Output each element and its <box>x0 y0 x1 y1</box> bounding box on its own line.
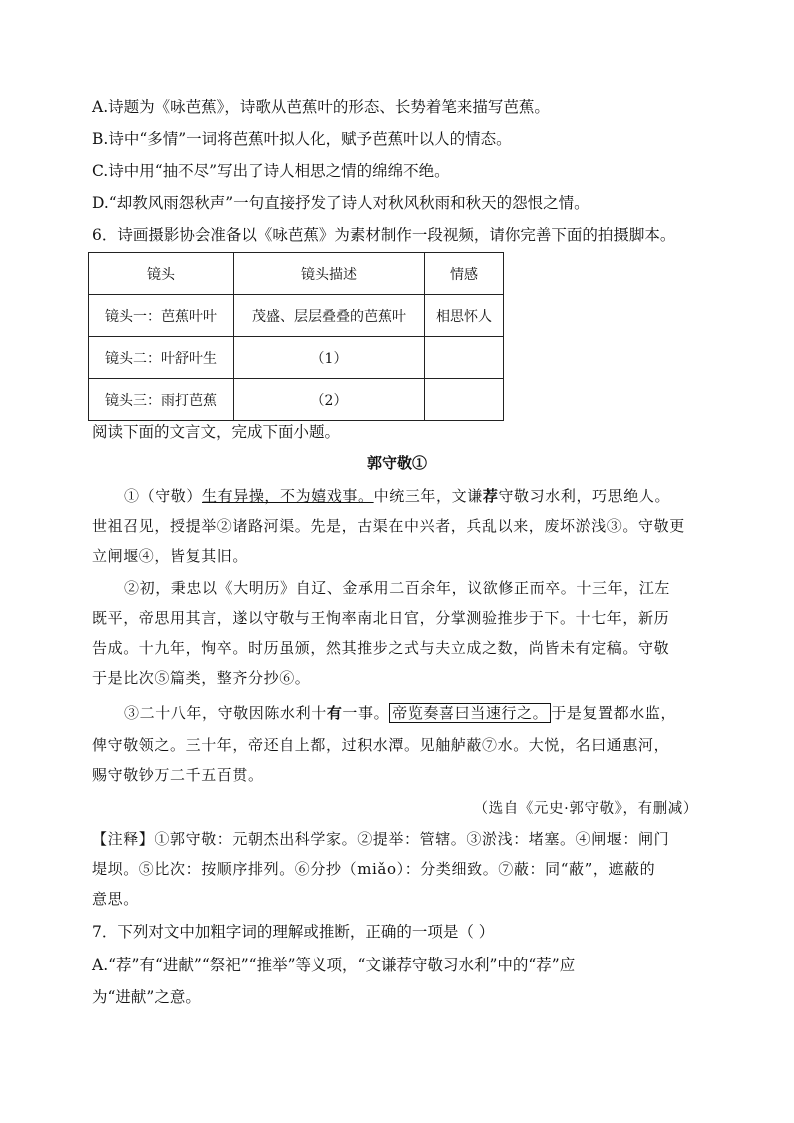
option-b: B.诗中“多情”一词将芭蕉叶拟人化，赋予芭蕉叶以人的情态。 <box>92 130 512 148</box>
table-cell: 茂盛、层层叠叠的芭蕉叶 <box>234 295 425 337</box>
source-citation: （选自《元史·郭守敬》，有删减） <box>473 801 698 817</box>
notes-line-2: 堤坝。⑤比次：按顺序排列。⑥分抄（miǎo）：分类细致。⑦蔽：同“蔽”，遮蔽的 <box>92 860 656 878</box>
question-7-prompt: 7．下列对文中加粗字词的理解或推断，正确的一项是（ ） <box>92 923 495 941</box>
notes-line-1: 【注释】①郭守敬：元朝杰出科学家。②提举：管辖。③淤浅：堵塞。④闸堰：闸门 <box>92 830 670 848</box>
question-6-prompt: 6．诗画摄影协会准备以《咏芭蕉》为素材制作一段视频，请你完善下面的拍摄脚本。 <box>92 226 676 244</box>
text-span: 于是复置都水监， <box>551 704 677 722</box>
table-cell: （1） <box>234 337 425 379</box>
paragraph-2-line-2: 既平，帝思用其言，遂以守敬与王恂率南北日官，分掌测验推步于下。十七年，新历 <box>92 609 670 627</box>
paragraph-2-line-4: 于是比次⑤篇类，整齐分抄⑥。 <box>92 669 311 687</box>
table-header-cell: 镜头描述 <box>234 253 425 295</box>
option-d: D.“却教风雨怨秋声”一句直接抒发了诗人对秋风秋雨和秋天的怨恨之情。 <box>92 194 590 212</box>
text-span: 中统三年，文谦 <box>373 487 483 505</box>
table-cell: 镜头一：芭蕉叶叶 <box>89 295 234 337</box>
paragraph-3-line-3: 赐守敬钞万二千五百贯。 <box>92 766 264 784</box>
passage-title: 郭守敬① <box>366 454 427 472</box>
table-header-row <box>89 253 504 295</box>
table-row <box>89 337 504 379</box>
option-c: C.诗中用“抽不尽”写出了诗人相思之情的绵绵不绝。 <box>92 162 450 180</box>
bold-word: 有 <box>326 704 343 722</box>
table-header-cell: 情感 <box>425 253 504 295</box>
paragraph-3-line-2: 俾守敬领之。三十年，帝还自上都，过积水潭。见舳舻蔽⑦水。大悦，名曰通惠河， <box>92 736 670 754</box>
reading-intro: 阅读下面的文言文，完成下面小题。 <box>92 423 341 441</box>
table-row <box>89 379 504 421</box>
option-a: A.诗题为《咏芭蕉》，诗歌从芭蕉叶的形态、长势着笔来描写芭蕉。 <box>92 98 550 116</box>
shooting-script-table <box>88 252 504 421</box>
table-cell <box>425 379 504 421</box>
notes-line-3: 意思。 <box>92 890 139 908</box>
table-header-cell: 镜头 <box>89 253 234 295</box>
text-span: ③二十八年，守敬因陈水利十 <box>124 704 327 722</box>
paragraph-1-line-2: 世祖召见，授提举②诸路河渠。先是，古渠在中兴者，兵乱以来，废坏淤浅③。守敬更 <box>92 517 685 535</box>
text-span: 守敬习水利，巧思绝人。 <box>498 487 671 505</box>
question-7-option-a-line-1: A.“荐”有“进献”“祭祀”“推举”等义项，“文谦荐守敬习水利”中的“荐”应 <box>92 956 576 974</box>
text-span: 一事。 <box>342 704 390 722</box>
table-cell: （2） <box>234 379 425 421</box>
table-cell: 相思怀人 <box>425 295 504 337</box>
paragraph-2-line-3: 告成。十九年，恂卒。时历虽颁，然其推步之式与夫立成之数，尚皆未有定稿。守敬 <box>92 639 670 657</box>
table-cell <box>425 337 504 379</box>
boxed-sentence: 帝览奏喜曰当速行之。 <box>389 703 551 723</box>
underlined-sentence: 生有异操，不为嬉戏事。 <box>202 487 374 505</box>
paragraph-1-line-1 <box>124 486 670 506</box>
table-cell: 镜头二：叶舒叶生 <box>89 337 234 379</box>
paragraph-number: ①（守敬） <box>124 487 203 505</box>
table-cell: 镜头三：雨打芭蕉 <box>89 379 234 421</box>
bold-word: 荐 <box>482 487 499 505</box>
question-7-option-a-line-2: 为“进献”之意。 <box>92 988 201 1006</box>
paragraph-1-line-3: 立闸堰④，皆复其旧。 <box>92 547 249 565</box>
paragraph-2-line-1: ②初，秉忠以《大明历》自辽、金承用二百余年，议欲修正而卒。十三年，江左 <box>124 579 671 597</box>
paragraph-3-line-1 <box>124 703 676 723</box>
table-row <box>89 295 504 337</box>
